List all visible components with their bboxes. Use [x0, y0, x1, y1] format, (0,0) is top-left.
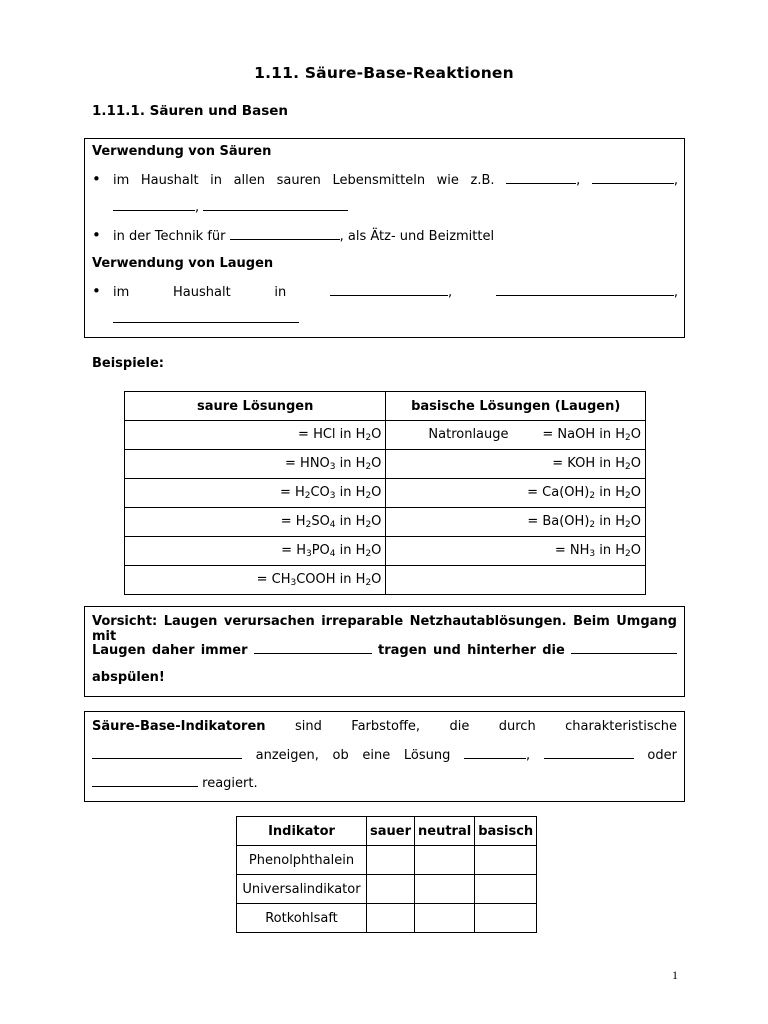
blank-field[interactable]	[506, 172, 576, 184]
comma: ,	[525, 748, 531, 763]
indicator-box	[84, 711, 685, 802]
base-cell	[386, 566, 646, 595]
base-name: Natronlauge	[428, 427, 509, 442]
indicator-name: Phenolphthalein	[237, 846, 367, 875]
blank-field[interactable]	[92, 747, 242, 759]
blank-field[interactable]	[113, 199, 195, 211]
acids-column-header: saure Lösungen	[125, 392, 386, 421]
sauer-column-header: sauer	[367, 817, 415, 846]
table-row	[125, 450, 646, 479]
indicator-text: sind Farbstoffe, die durch charakteristische	[294, 719, 677, 734]
table-row	[125, 421, 646, 450]
indicator-line2	[92, 747, 677, 763]
base-cell	[386, 421, 646, 450]
comma: ,	[195, 200, 200, 215]
warning-box	[84, 606, 685, 697]
table-row	[125, 566, 646, 595]
table-row	[125, 537, 646, 566]
indicator-line3	[92, 775, 258, 791]
warning-text: tragen und hinterher die	[378, 643, 565, 658]
answer-cell[interactable]	[475, 846, 537, 875]
indicator-text: reagiert.	[202, 776, 258, 791]
acids-household-line	[113, 172, 678, 188]
blank-field[interactable]	[571, 642, 677, 654]
acids-heading: Verwendung von Säuren	[92, 144, 272, 159]
page-number: 1	[672, 968, 678, 982]
answer-cell[interactable]	[367, 846, 415, 875]
comma: ,	[447, 285, 453, 300]
bases-household-line	[113, 284, 678, 300]
bases-in-text: in	[274, 285, 287, 300]
bases-heading: Verwendung von Laugen	[92, 256, 274, 271]
acids-household-line2	[113, 199, 348, 215]
base-formula: = NaOH in $H_2O$	[542, 427, 641, 443]
warning-line3: abspülen!	[92, 670, 165, 685]
examples-label: Beispiele:	[92, 356, 164, 371]
warning-line2	[92, 642, 677, 658]
indicator-name: Universalindikator	[237, 875, 367, 904]
answer-cell[interactable]	[475, 875, 537, 904]
usage-box	[84, 138, 685, 338]
acid-cell: = $HNO_3$ in $H_2O$	[125, 450, 386, 479]
table-row	[237, 875, 537, 904]
comma: ,	[576, 173, 581, 188]
acid-cell: = $H_2SO_4$ in $H_2O$	[125, 508, 386, 537]
blank-field[interactable]	[230, 228, 340, 240]
indicator-name: Rotkohlsaft	[237, 904, 367, 933]
blank-field[interactable]	[544, 747, 634, 759]
acid-cell: = $CH_3COOH$ in $H_2O$	[125, 566, 386, 595]
acids-household-text: im Haushalt in allen sauren Lebensmitteln wie z.B.	[113, 173, 495, 188]
acids-technik-line	[113, 228, 494, 244]
blank-field[interactable]	[592, 172, 674, 184]
blank-field[interactable]	[330, 284, 448, 296]
indicator-table	[236, 816, 537, 933]
acids-technik-text: in der Technik für	[113, 229, 226, 244]
basisch-column-header: basisch	[475, 817, 537, 846]
comma: ,	[673, 285, 678, 300]
answer-cell[interactable]	[367, 904, 415, 933]
blank-field[interactable]	[464, 747, 526, 759]
section-subtitle: 1.11.1. Säuren und Basen	[92, 103, 289, 119]
bases-haushalt-text: Haushalt	[173, 285, 231, 300]
base-cell: = $Ca(OH)_2$ in $H_2O$	[386, 479, 646, 508]
indicator-text: anzeigen, ob eine Lösung	[255, 748, 451, 763]
neutral-column-header: neutral	[415, 817, 475, 846]
base-cell: = $NH_3$ in $H_2O$	[386, 537, 646, 566]
warning-text: Laugen daher immer	[92, 643, 248, 658]
bases-im-text: im	[113, 285, 130, 300]
bullet-icon: •	[92, 170, 101, 188]
table-header-row	[125, 392, 646, 421]
blank-field[interactable]	[203, 199, 348, 211]
answer-cell[interactable]	[415, 846, 475, 875]
table-row	[237, 846, 537, 875]
warning-text: Laugen verursachen irreparable Netzhautablösungen. Beim Umgang mit	[92, 614, 677, 644]
blank-field[interactable]	[92, 775, 198, 787]
answer-cell[interactable]	[415, 904, 475, 933]
blank-field[interactable]	[113, 311, 299, 323]
answer-cell[interactable]	[415, 875, 475, 904]
acid-cell: = HCl in $H_2O$	[125, 421, 386, 450]
blank-field[interactable]	[496, 284, 674, 296]
bases-household-line2	[113, 311, 299, 327]
answer-cell[interactable]	[367, 875, 415, 904]
page-title: 1.11. Säure-Base-Reaktionen	[254, 64, 514, 82]
comma: ,	[673, 173, 679, 188]
acids-technik-suffix: , als Ätz- und Beizmittel	[339, 229, 495, 244]
bases-column-header: basische Lösungen (Laugen)	[386, 392, 646, 421]
answer-cell[interactable]	[475, 904, 537, 933]
indicator-column-header: Indikator	[237, 817, 367, 846]
table-row	[125, 479, 646, 508]
warning-line1	[92, 614, 677, 644]
table-row	[237, 904, 537, 933]
table-header-row	[237, 817, 537, 846]
examples-table	[124, 391, 646, 595]
base-cell: = $Ba(OH)_2$ in $H_2O$	[386, 508, 646, 537]
indicator-term: Säure-Base-Indikatoren	[92, 719, 266, 734]
indicator-line1	[92, 719, 677, 734]
bullet-icon: •	[92, 282, 101, 300]
base-cell: = KOH in $H_2O$	[386, 450, 646, 479]
blank-field[interactable]	[254, 642, 372, 654]
acid-cell: = $H_3PO_4$ in $H_2O$	[125, 537, 386, 566]
table-row	[125, 508, 646, 537]
indicator-text: oder	[647, 748, 677, 763]
bullet-icon: •	[92, 226, 101, 244]
warning-label: Vorsicht:	[92, 614, 158, 629]
acid-cell: = $H_2CO_3$ in $H_2O$	[125, 479, 386, 508]
